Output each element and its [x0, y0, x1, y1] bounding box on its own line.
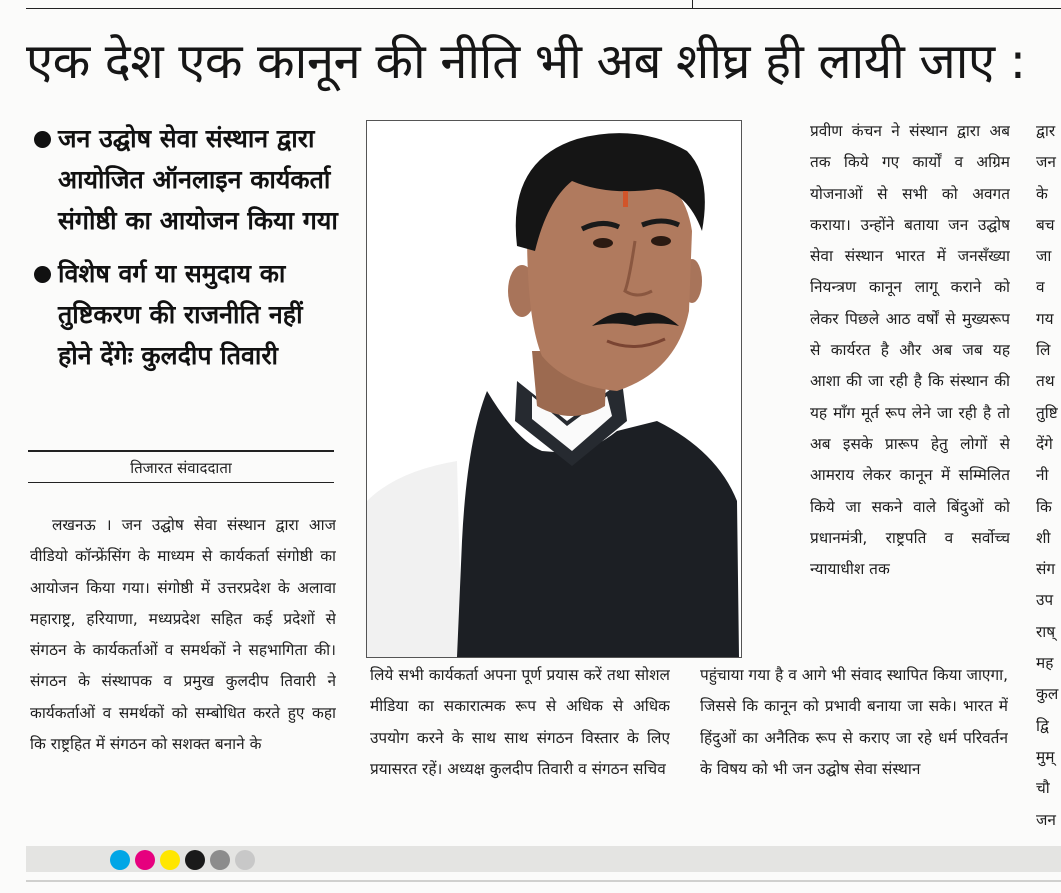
col5-line: चौ — [1036, 779, 1050, 798]
col5-line: के — [1036, 184, 1048, 203]
deck — [30, 118, 340, 388]
registration-swatch-cyan — [110, 850, 130, 870]
bullet-icon — [34, 131, 51, 148]
col5-line: तुष्टि — [1036, 403, 1058, 422]
registration-swatch-yellow — [160, 850, 180, 870]
column-3-text: पहुंचाया गया है व आगे भी संवाद स्थापित किया जाएगा, जिससे कि कानून को प्रभावी बनाया जा सके। भारत में हिंदुओं का अनैतिक रूप से कराए जा रहे धर्म परिवर्तन के विषय को भी जन उद्घोष सेवा संस्थान — [700, 666, 1008, 778]
bottom-rule — [26, 880, 1061, 882]
col5-line: मह — [1036, 654, 1054, 673]
article-column-3 — [700, 660, 1008, 820]
col5-line: नी — [1036, 466, 1049, 485]
person-portrait-icon — [367, 121, 741, 657]
col5-line: राष् — [1036, 622, 1056, 641]
col5-line: द्वि — [1036, 716, 1049, 735]
deck-text-2: विशेष वर्ग या समुदाय का तुष्टिकरण की राजनीति नहीं होने देंगेः कुलदीप तिवारी — [58, 259, 303, 370]
col5-line: बच — [1036, 215, 1055, 234]
column-1-text: लखनऊ । जन उद्घोष सेवा संस्थान द्वारा आज वीडियो कॉन्फ्रेंसिंग के माध्यम से कार्यकर्ता संगोष्ठी का आयोजन किया गया। संगोष्ठी में उत्तरप्रदेश के अलावा महाराष्ट्र, हरियाणा, मध्यप्रदेश सहित कई प्रदेशों से संगठन के कार्यकर्ताओं व समर्थकों ने सहभागिता की। संगठन के संस्थापक व प्रमुख कुलदीप तिवारी ने कार्यकर्ताओं व समर्थकों को सम्बोधित करते हुए कहा कि राष्ट्रहित में संगठन को सशक्त बनाने के — [30, 516, 336, 754]
col5-line: तथ — [1036, 372, 1055, 391]
column-4-text: प्रवीण कंचन ने संस्थान द्वारा अब तक किये गए कार्यों व अग्रिम योजनाओं से सभी को अवगत कराया। उन्होंने बताया जन उद्घोष सेवा संस्थान भारत में जनसँख्या नियन्त्रण कानून लागू कराने को लेकर पिछले आठ वर्षों से मुख्यरूप से कार्यरत है और अब जब यह आशा की जा रही है कि संस्थान की यह माँग मूर्त रूप लेने जा रही है तो अब इसके प्रारूप हेतु लोगों से आमराय लेकर कानून में सम्मिलित किये जा सकने वाले बिंदुओं को प्रधानमंत्री, राष्ट्रपति व सर्वोच्च न्यायाधीश तक — [810, 122, 1010, 579]
top-rule — [26, 8, 1061, 9]
registration-swatch-light-grey — [235, 850, 255, 870]
col5-line: उप — [1036, 591, 1054, 610]
deck-item-1 — [30, 118, 340, 241]
registration-swatch-black — [185, 850, 205, 870]
portrait-photo — [366, 120, 742, 658]
bullet-icon — [34, 266, 51, 283]
registration-swatch-magenta — [135, 850, 155, 870]
byline-rule-bottom — [28, 482, 334, 483]
col5-line: जा — [1036, 247, 1052, 266]
col5-line: व — [1036, 278, 1045, 297]
print-margin-band — [26, 846, 1061, 872]
deck-text-1: जन उद्घोष सेवा संस्थान द्वारा आयोजित ऑनलाइन कार्यकर्ता संगोष्ठी का आयोजन किया गया — [58, 124, 338, 235]
col5-line: मुम् — [1036, 747, 1055, 766]
article-column-5-cutoff — [1036, 116, 1061, 836]
byline: तिजारत संवाददाता — [130, 459, 232, 477]
col5-line: संग — [1036, 560, 1056, 579]
col5-line: जन — [1036, 153, 1056, 172]
deck-item-2 — [30, 253, 340, 376]
col5-line: शी — [1036, 528, 1051, 547]
col5-line: द्वार — [1036, 122, 1056, 140]
headline: एक देश एक कानून की नीति भी अब शीघ्र ही लायी जाए : — [26, 33, 1026, 90]
article-column-4 — [810, 116, 1010, 656]
article-column-1 — [30, 510, 336, 830]
col5-line: कुल — [1036, 685, 1059, 704]
col5-line: देंगे — [1036, 434, 1053, 453]
col5-line: गय — [1036, 309, 1054, 328]
top-column-tick — [692, 0, 693, 9]
article-column-2 — [370, 660, 670, 820]
col5-line: कि — [1036, 497, 1052, 516]
col5-line: लि — [1036, 341, 1051, 360]
registration-swatch-grey — [210, 850, 230, 870]
col5-line: जन — [1036, 810, 1056, 829]
byline-rule-top — [28, 450, 334, 452]
column-2-text: लिये सभी कार्यकर्ता अपना पूर्ण प्रयास करें तथा सोशल मीडिया का सकारात्मक रूप से अधिक से अधिक उपयोग करने के साथ साथ संगठन विस्तार के लिए प्रयासरत रहें। अध्यक्ष कुलदीप तिवारी व संगठन सचिव — [370, 666, 670, 778]
